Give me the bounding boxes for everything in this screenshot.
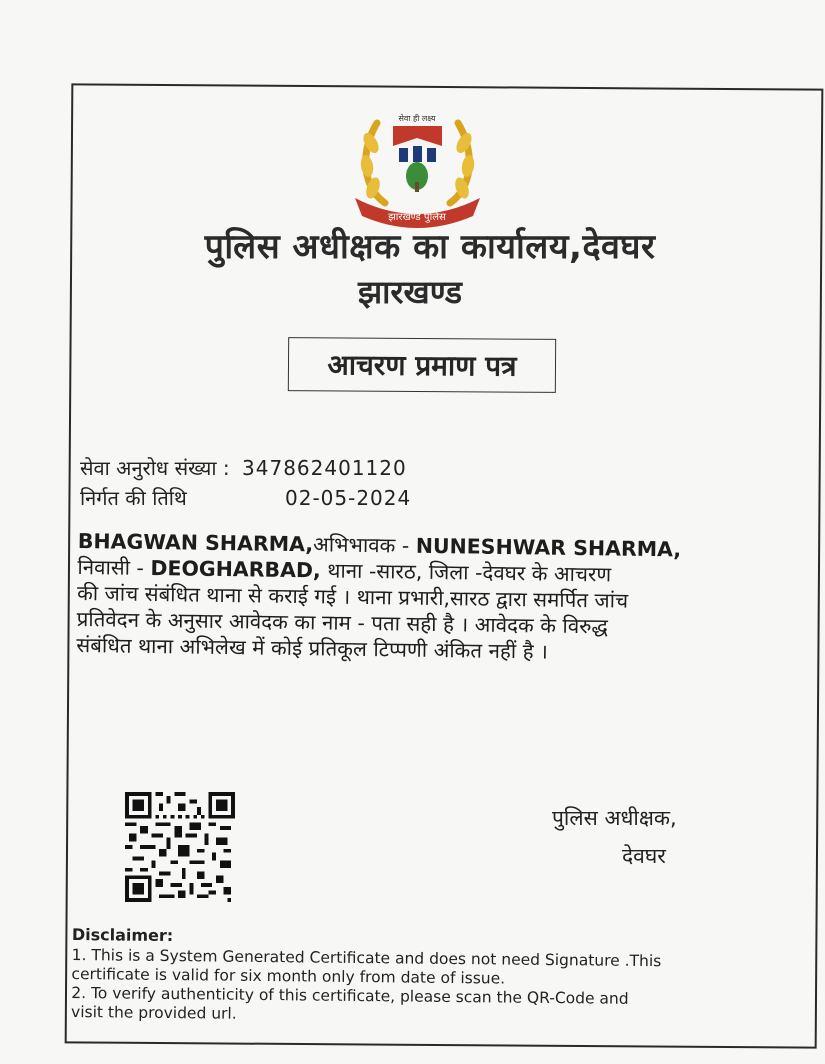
issue-date-label: निर्गत की तिथि bbox=[80, 486, 187, 510]
state-name: झारखण्ड bbox=[357, 273, 463, 311]
guardian-name: NUNESHWAR SHARMA, bbox=[415, 533, 682, 562]
disclaimer-line-1: 1. This is a System Generated Certificate and does not need Signature .This bbox=[71, 945, 662, 971]
certificate-title: आचरण प्रमाण पत्र bbox=[288, 337, 556, 393]
body-line-3: की जांच संबंधित थाना से कराई गई । थाना प्रभारी,सारठ द्वारा समर्पित जांच bbox=[76, 580, 629, 613]
disclaimer-line-2: certificate is valid for six month only from date of issue. bbox=[71, 964, 506, 988]
resident-label: निवासी - bbox=[77, 554, 151, 581]
emblem-ribbon-text: झारखण्ड पुलिस bbox=[388, 212, 446, 223]
service-request-label: सेवा अनुरोध संख्या : bbox=[80, 456, 230, 480]
guardian-label: अभिभावक - bbox=[312, 532, 416, 558]
disclaimer-title: Disclaimer: bbox=[71, 925, 174, 946]
signatory-place: देवघर bbox=[622, 844, 666, 868]
service-request-number: 347862401120 bbox=[242, 456, 407, 480]
body-line-5: संबंधित थाना अभिलेख में कोई प्रतिकूल टिप्पणी अंकित नहीं है । bbox=[76, 632, 549, 664]
disclaimer bbox=[71, 925, 772, 1029]
certificate-body bbox=[76, 528, 798, 668]
office-title: पुलिस अधीक्षक का कार्यालय,देवघर bbox=[204, 227, 656, 267]
service-request-row bbox=[80, 454, 407, 481]
body-line-4: प्रतिवेदन के अनुसार आवेदक का नाम - पता सही है । आवेदक के विरुद्ध bbox=[76, 606, 609, 639]
resident-place: DEOGHARBAD, bbox=[150, 556, 321, 583]
emblem-motto: सेवा ही लक्ष्य bbox=[398, 114, 436, 123]
disclaimer-line-3: 2. To verify authenticity of this certificate, please scan the QR-Code and bbox=[71, 983, 629, 1008]
applicant-name: BHAGWAN SHARMA, bbox=[77, 528, 314, 557]
body-line-2-rest: थाना -सारठ, जिला -देवघर के आचरण bbox=[320, 558, 612, 587]
jharkhand-police-emblem-icon bbox=[345, 108, 490, 233]
issue-date-row bbox=[80, 484, 412, 511]
disclaimer-line-4: visit the provided url. bbox=[70, 1002, 237, 1023]
issue-date-value: 02-05-2024 bbox=[285, 486, 412, 510]
qr-code-icon[interactable] bbox=[125, 792, 235, 902]
signatory-designation: पुलिस अधीक्षक, bbox=[552, 806, 677, 830]
